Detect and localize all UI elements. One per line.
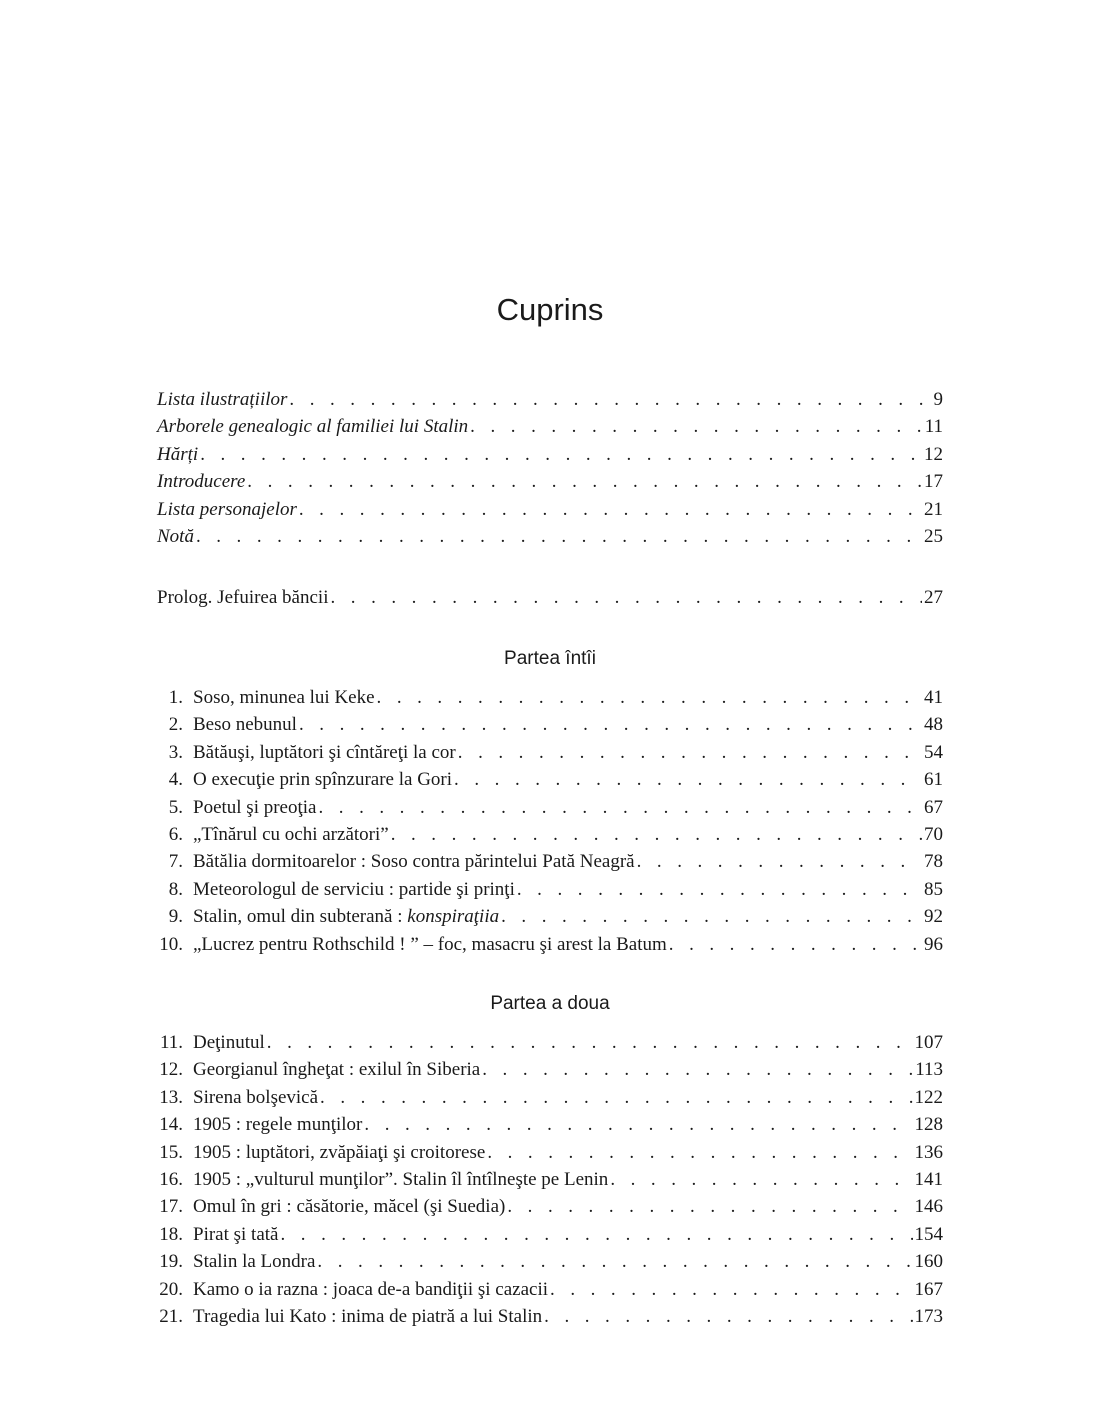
toc-entry-title: Beso nebunul	[193, 714, 297, 736]
toc-entry-title: 1905 : „vulturul munţilor”. Stalin îl întîlneşte pe Lenin	[193, 1168, 609, 1190]
toc-entry[interactable]	[157, 386, 943, 413]
toc-entry[interactable]	[157, 1166, 943, 1193]
toc-entry-page: 92	[924, 906, 943, 928]
toc-entry-title: Hărți	[157, 443, 199, 465]
toc-entry-page: 12	[924, 443, 943, 465]
toc-entry[interactable]	[157, 821, 943, 848]
toc-entry[interactable]	[157, 1029, 943, 1056]
chapter-number: 4.	[168, 769, 183, 791]
toc-entry[interactable]	[157, 931, 943, 958]
dot-leader	[299, 496, 922, 523]
toc-entry-title: Pirat şi tată	[193, 1223, 279, 1245]
toc-entry-page: 27	[924, 587, 943, 608]
chapter-number: 18.	[159, 1223, 183, 1245]
toc-entry[interactable]	[157, 1303, 943, 1330]
chapter-number: 13.	[159, 1086, 183, 1108]
chapter-number: 2.	[168, 714, 183, 736]
toc-entry-page: 21	[924, 498, 943, 520]
dot-leader	[391, 821, 922, 848]
toc-entry[interactable]	[157, 876, 943, 903]
dot-leader	[200, 441, 922, 468]
dot-leader	[610, 1166, 912, 1193]
dot-leader	[517, 876, 922, 903]
chapter-number: 14.	[159, 1114, 183, 1136]
toc-entry[interactable]	[157, 1248, 943, 1275]
toc-entry-page: 113	[915, 1059, 943, 1081]
chapter-number: 1.	[168, 687, 183, 708]
toc-entry[interactable]	[157, 903, 943, 930]
chapter-number: 20.	[159, 1278, 183, 1300]
prologue-entry	[157, 584, 943, 611]
toc-entry-page: 96	[924, 933, 943, 955]
toc-entry-title: Kamo o ia razna : joaca de-a bandiţii şi cazacii	[193, 1278, 549, 1300]
dot-leader	[501, 903, 922, 930]
toc-entry-title: Soso, minunea lui Keke	[193, 687, 375, 708]
toc-entry-page: 41	[924, 687, 943, 708]
toc-entry-title: Bătălia dormitoarelor : Soso contra părintelui Pată Neagră	[193, 851, 635, 873]
toc-entry-title: Poetul şi preoţia	[193, 796, 317, 818]
dot-leader	[454, 766, 922, 793]
part-two-list	[157, 1029, 943, 1330]
toc-entry[interactable]	[157, 1193, 943, 1220]
toc-entry[interactable]	[157, 848, 943, 875]
chapter-number: 9.	[168, 906, 183, 928]
front-matter-list	[157, 386, 943, 550]
toc-entry-title: Deţinutul	[193, 1032, 265, 1053]
toc-entry-page: 11	[924, 416, 943, 438]
chapter-number: 3.	[168, 741, 183, 763]
dot-leader	[364, 1111, 912, 1138]
chapter-number: 17.	[159, 1196, 183, 1218]
dot-leader	[669, 931, 922, 958]
toc-entry-page: 9	[933, 389, 943, 410]
toc-entry-page: 136	[914, 1141, 943, 1163]
toc-entry-title: Lista personajelor	[157, 498, 297, 520]
toc-entry-title: Meteorologul de serviciu : partide şi prinţi	[193, 878, 515, 900]
toc-entry-page: 167	[914, 1278, 943, 1300]
toc-entry[interactable]	[157, 441, 943, 468]
toc-entry-page: 67	[924, 796, 943, 818]
toc-entry-title: O execuţie prin spînzurare la Gori	[193, 769, 453, 791]
toc-entry-title: 1905 : luptători, zvăpăiaţi şi croitorese	[193, 1141, 486, 1163]
toc-entry-title: Omul în gri : căsătorie, măcel (şi Suedia)	[193, 1196, 506, 1218]
chapter-number: 16.	[159, 1168, 183, 1190]
toc-entry-title: Georgianul îngheţat : exilul în Siberia	[193, 1059, 481, 1081]
dot-leader	[196, 523, 922, 550]
toc-entry-title: 1905 : regele munţilor	[193, 1114, 363, 1136]
toc-entry[interactable]	[157, 794, 943, 821]
toc-entry-title: Notă	[157, 525, 194, 547]
toc-entry[interactable]	[157, 1084, 943, 1111]
toc-entry[interactable]	[157, 766, 943, 793]
toc-entry-title: „Tînărul cu ochi arzători”	[193, 823, 389, 845]
dot-leader	[507, 1193, 912, 1220]
toc-entry-title: Bătăuşi, luptători şi cîntăreţi la cor	[193, 741, 456, 763]
chapter-number: 19.	[159, 1251, 183, 1273]
dot-leader	[470, 413, 923, 440]
toc-entry-title: Arborele genealogic al familiei lui Stalin	[157, 416, 469, 438]
dot-leader	[482, 1056, 913, 1083]
toc-entry-page: 17	[924, 471, 943, 493]
toc-entry-page: 61	[924, 769, 943, 791]
dot-leader	[247, 468, 922, 495]
toc-entry-page: 141	[914, 1168, 943, 1190]
dot-leader	[550, 1276, 912, 1303]
toc-entry[interactable]	[157, 684, 943, 711]
chapter-number: 7.	[168, 851, 183, 873]
toc-entry-page: 122	[914, 1086, 943, 1108]
part-one-list	[157, 684, 943, 958]
toc-entry[interactable]	[157, 496, 943, 523]
dot-leader	[317, 1248, 912, 1275]
chapter-number: 6.	[168, 823, 183, 845]
toc-entry-page: 173	[914, 1305, 943, 1327]
toc-entry[interactable]	[157, 523, 943, 550]
toc-entry-title: Tragedia lui Kato : inima de piatră a lui Stalin	[193, 1305, 543, 1327]
toc-entry-page: 70	[924, 823, 943, 845]
toc-entry-page: 128	[914, 1114, 943, 1136]
toc-entry-title: Stalin la Londra	[193, 1251, 316, 1273]
toc-entry-title	[193, 903, 499, 930]
chapter-number: 21.	[159, 1305, 183, 1327]
chapter-number: 5.	[168, 796, 183, 818]
dot-leader	[487, 1139, 912, 1166]
toc-entry-page: 154	[914, 1223, 943, 1245]
toc-entry-title: Sirena bolşevică	[193, 1086, 319, 1108]
dot-leader	[289, 386, 931, 413]
part-one-heading: Partea întîi	[504, 648, 596, 669]
toc-entry-title-italic: konspiraţiia	[407, 906, 500, 928]
dot-leader	[267, 1029, 913, 1056]
toc-entry-title: Prolog. Jefuirea băncii	[157, 587, 329, 608]
toc-entry-page: 146	[914, 1196, 943, 1218]
toc-entry-page: 54	[924, 741, 943, 763]
toc-entry[interactable]	[157, 1139, 943, 1166]
toc-entry-page: 25	[924, 525, 943, 547]
dot-leader	[320, 1084, 912, 1111]
page-title: Cuprins	[496, 292, 604, 327]
toc-entry-page: 48	[924, 714, 943, 736]
chapter-number: 8.	[168, 878, 183, 900]
toc-entry-title-text: Stalin, omul din subterană :	[193, 906, 403, 928]
toc-entry-page: 78	[924, 851, 943, 873]
toc-entry[interactable]	[157, 1221, 943, 1248]
chapter-number: 10.	[159, 933, 183, 955]
toc-entry-title: „Lucrez pentru Rothschild ! ” – foc, masacru şi arest la Batum	[193, 933, 667, 955]
dot-leader	[377, 684, 922, 711]
toc-entry[interactable]	[157, 413, 943, 440]
toc-entry[interactable]	[157, 1111, 943, 1138]
toc-entry-title: Introducere	[157, 471, 246, 493]
toc-entry[interactable]	[157, 711, 943, 738]
toc-entry-page: 85	[924, 878, 943, 900]
dot-leader	[318, 794, 922, 821]
part-two-heading: Partea a doua	[490, 993, 610, 1014]
toc-entry-title: Lista ilustrațiilor	[157, 389, 288, 410]
dot-leader	[458, 739, 922, 766]
chapter-number: 15.	[159, 1141, 183, 1163]
toc-entry[interactable]	[157, 739, 943, 766]
chapter-number: 11.	[159, 1032, 183, 1053]
toc-entry[interactable]	[157, 584, 943, 611]
dot-leader	[280, 1221, 912, 1248]
toc-entry-page: 160	[914, 1251, 943, 1273]
toc-entry-page: 107	[914, 1032, 943, 1053]
dot-leader	[299, 711, 922, 738]
toc-entry[interactable]	[157, 1276, 943, 1303]
dot-leader	[637, 848, 922, 875]
toc-entry[interactable]	[157, 1056, 943, 1083]
dot-leader	[544, 1303, 912, 1330]
dot-leader	[330, 584, 922, 611]
toc-entry[interactable]	[157, 468, 943, 495]
chapter-number: 12.	[159, 1059, 183, 1081]
